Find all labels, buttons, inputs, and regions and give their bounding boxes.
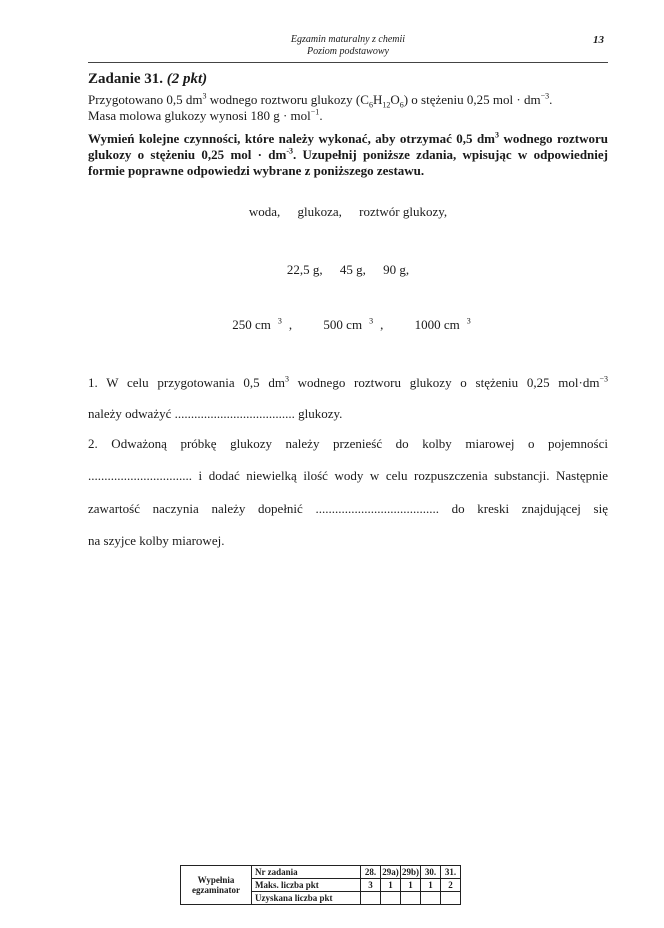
obtained-points-cell[interactable]: [381, 892, 401, 905]
obtained-points-cell[interactable]: [401, 892, 421, 905]
option-item: glukoza,: [297, 204, 342, 219]
option-item: 500 cm $^3$ ,: [323, 316, 384, 332]
row-label-obtained-points: Uzyskana liczba pkt: [252, 892, 361, 905]
option-item: 22,5 g,: [286, 262, 323, 277]
options-volumes: [88, 317, 608, 333]
task-number-cell: 29b): [401, 867, 419, 877]
question-1-line-1: 1. W celu przygotowania 0,5 $dm^3$ wodnego roztworu glukozy o stężeniu 0,25 $mol\cdot dm^{-3}$: [88, 374, 608, 390]
option-item: 1000 cm $^3$: [414, 316, 471, 332]
option-item: woda,: [248, 204, 281, 219]
examiner-label: Wypełnia egzaminator: [181, 866, 252, 905]
option-item: 250 cm $^3$ ,: [232, 316, 293, 332]
max-points-cell: 1: [421, 879, 441, 892]
row-label-task-number: Nr zadania: [252, 866, 361, 879]
question-2-line-2: ................................ i dodać niewielką ilość wody w celu rozpuszczenia substancji. Następnie: [88, 468, 608, 483]
max-points-cell: 2: [441, 879, 461, 892]
max-points-cell: 3: [361, 879, 381, 892]
task-number-cell: 31.: [441, 866, 461, 879]
molar-mass: Masa molowa glukozy wynosi 180 g · mol$^{-1}$.: [88, 107, 323, 123]
task-number-cell: 28.: [361, 866, 381, 879]
obtained-points-cell[interactable]: [421, 892, 441, 905]
options-masses: [88, 262, 608, 278]
option-item: 45 g,: [339, 262, 366, 277]
header-exam-title: Egzamin maturalny z chemii: [290, 34, 406, 45]
max-points-cell: 1: [381, 879, 401, 892]
page-number: 13: [593, 34, 604, 46]
obtained-points-cell[interactable]: [441, 892, 461, 905]
task-number-cell: 30.: [421, 866, 441, 879]
question-2-line-1: 2. Odważoną próbkę glukozy należy przenieść do kolby miarowej o pojemności: [88, 436, 608, 451]
option-item: 90 g,: [383, 262, 410, 277]
header-level: Poziom podstawowy: [307, 46, 389, 57]
row-label-max-points: Maks. liczba pkt: [252, 879, 361, 892]
task-title: [88, 71, 207, 88]
option-item: roztwór glukozy,: [359, 204, 448, 219]
obtained-points-cell[interactable]: [361, 892, 381, 905]
options-substances: [88, 204, 608, 220]
max-points-cell: 1: [401, 879, 421, 892]
page-header: [88, 34, 608, 63]
task-number: Zadanie 31.: [88, 71, 164, 87]
task-intro: Przygotowano 0,5 $dm^3$ wodnego roztworu glukozy $(C_6H_{12}O_6)$ o stężeniu 0,25 mol · $dm^{-3}$.: [88, 91, 553, 110]
question-1-line-2: należy odważyć ..................................... glukozy.: [88, 406, 343, 421]
question-2-line-4: na szyjce kolby miarowej.: [88, 533, 225, 548]
task-number-cell: 29a): [382, 867, 399, 877]
score-table: [180, 865, 461, 905]
question-2-line-3: zawartość naczynia należy dopełnić ...................................... do kreski znajdującej się: [88, 501, 608, 516]
task-points: (2 pkt): [166, 71, 208, 87]
task-instruction: Wymień kolejne czynności, które należy wykonać, aby otrzymać 0,5 $dm^3$ wodnego roztworu glukozy o stężeniu 0,25 mol · $dm^{-3}$. Uzupełnij poniższe zdania, wpisując w odpowiedniej formie poprawne odpowiedzi wybrane z poniższego zestawu.: [88, 130, 608, 178]
